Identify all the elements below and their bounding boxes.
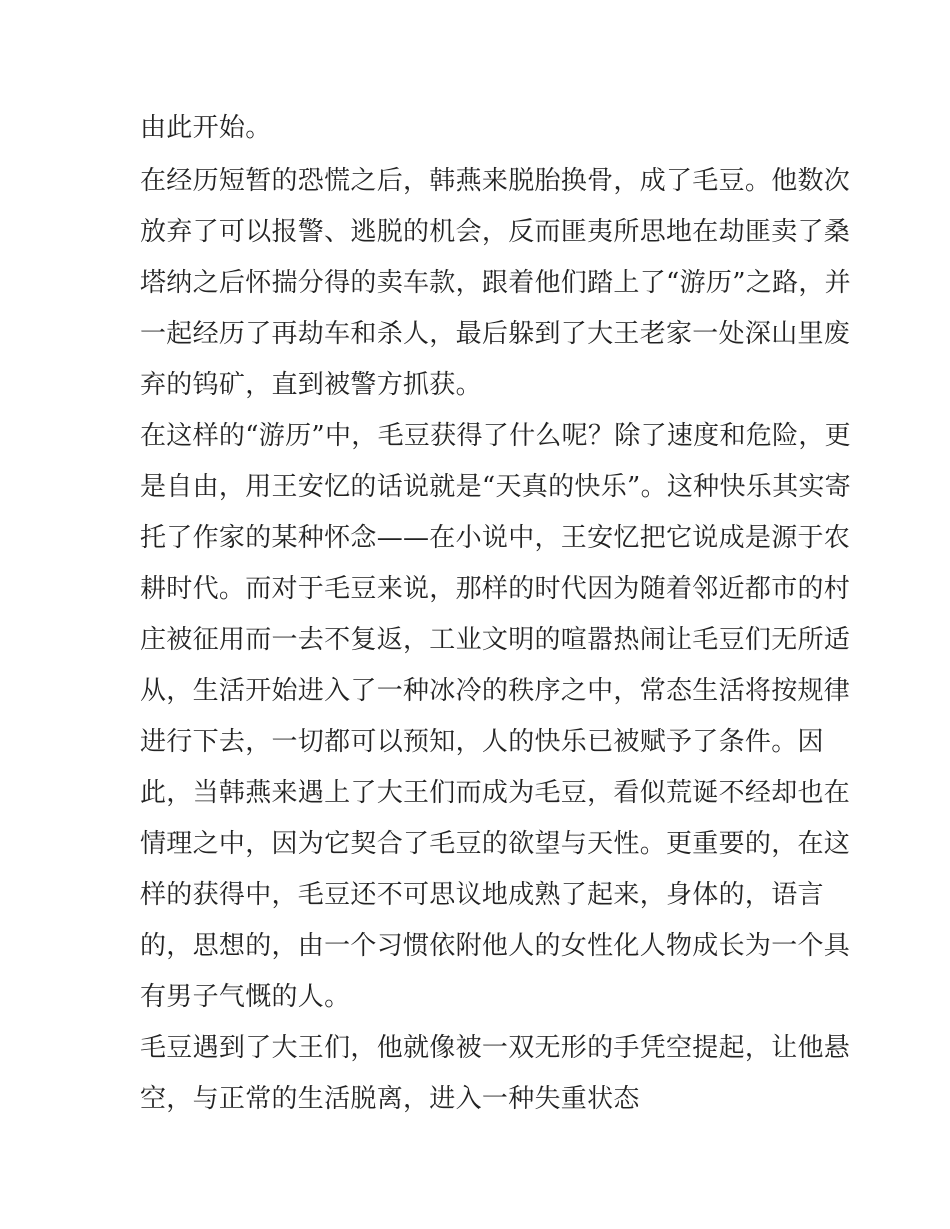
- text-line: 弃的钨矿，直到被警方抓获。: [140, 370, 482, 400]
- text-line: 空，与正常的生活脱离，进入一种失重状态: [140, 1084, 640, 1114]
- text-line: 进行下去，一切都可以预知，人的快乐已被赋予了条件。因: [140, 727, 824, 757]
- text-line: 从，生活开始进入了一种冰冷的秩序之中，常态生活将按规律: [140, 676, 851, 706]
- text-line: 由此开始。: [140, 113, 272, 143]
- text-line: 毛豆遇到了大王们，他就像被一双无形的手凭空提起，让他悬: [140, 1033, 851, 1063]
- text-line: 一起经历了再劫车和杀人，最后躲到了大王老家一处深山里废: [140, 319, 851, 349]
- text-line: 有男子气慨的人。: [140, 982, 351, 1012]
- text-line: 托了作家的某种怀念——在小说中，王安忆把它说成是源于农: [140, 523, 851, 553]
- text-line: 放弃了可以报警、逃脱的机会，反而匪夷所思地在劫匪卖了桑: [140, 217, 851, 247]
- text-line: 塔纳之后怀揣分得的卖车款，跟着他们踏上了“游历”之路，并: [140, 268, 851, 298]
- text-line: 是自由，用王安忆的话说就是“天真的快乐”。这种快乐其实寄: [140, 472, 851, 502]
- text-line: 庄被征用而一去不复返，工业文明的喧嚣热闹让毛豆们无所适: [140, 625, 851, 655]
- text-line: 此，当韩燕来遇上了大王们而成为毛豆，看似荒诞不经却也在: [140, 778, 851, 808]
- text-line: 的，思想的，由一个习惯依附他人的女性化人物成长为一个具: [140, 931, 851, 961]
- text-line: 样的获得中，毛豆还不可思议地成熟了起来，身体的，语言: [140, 880, 824, 910]
- text-line: 在这样的“游历”中，毛豆获得了什么呢？除了速度和危险，更: [140, 421, 851, 451]
- text-line: 情理之中，因为它契合了毛豆的欲望与天性。更重要的，在这: [140, 829, 851, 859]
- text-line: 耕时代。而对于毛豆来说，那样的时代因为随着邻近都市的村: [140, 574, 851, 604]
- text-line: 在经历短暂的恐慌之后，韩燕来脱胎换骨，成了毛豆。他数次: [140, 166, 851, 196]
